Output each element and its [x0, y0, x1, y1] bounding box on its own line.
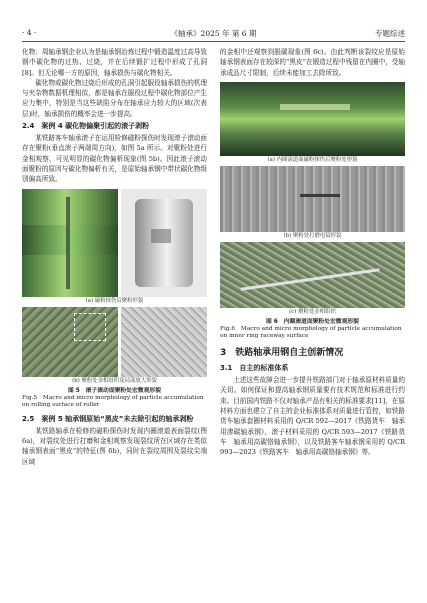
section-heading-3: 3 铁路轴承用钢自主创新情况 — [220, 348, 344, 359]
figure-5a — [22, 189, 207, 297]
right-column — [220, 47, 405, 457]
micrograph-image — [22, 307, 118, 377]
figure-5b-caption: (b) 聚粉处金相组织及局部放大形貌 — [72, 377, 157, 384]
left-column — [22, 47, 207, 467]
section-heading-3-1: 3.1 自主的标准体系 — [220, 364, 289, 373]
paragraph: 的金相中还观察到脱碳现象(图 6c)。由此判断该裂纹应是原始轴承钢表面存在较深的“黑皮”在锻造过程中残留在内圈中，受轴承成品尺寸限制，后续未能加工去除所致。 — [220, 48, 405, 77]
section-heading-2-5: 2.5 案例 5 轴承钢原始“黑皮”未去除引起的轴承剥粉 — [22, 414, 194, 423]
figure-6-title-en: Fig.6 Macro and micro morphology of particle accumulation on inner ring raceway surface — [220, 325, 402, 340]
figure-5b — [22, 307, 207, 377]
figure-6-title: 图 6 内圈滚道面聚粉处宏微观形貌 — [265, 318, 359, 325]
figure-5-title-en: Fig.5 Macro and micro morphology of particle accumulation on rolling surface of roller — [22, 394, 204, 409]
figure-6a-image — [220, 82, 405, 156]
paragraph: 上述这些故障会进一步提升铁路部门对于轴承原材料质量的关切。如何保证和提高轴承钢质量要有技术规范和标准进行约束。目前国内铁路不仅对轴承产品有相关的标准要求[11]，在原材料方面也建立了自主的企业标准体系对质量进行管控，如铁路货车轴承套圈材料采用的 Q/CR 592—2017《铁路货车 轴承用渗碳轴承钢》，滚子材料采用的 Q/CR 593—2017《铁路货车 轴承用高碳铬轴承钢》，以及铁路客车轴承钢采用的 Q/CR 993—2023《铁路客车 轴承用高碳铬轴承钢》等。 — [220, 376, 405, 457]
figure-6c-image — [220, 242, 405, 308]
micrograph-enlarged-image — [121, 307, 207, 377]
figure-5a-caption: (a) 磁粉探伤后聚粉形貌 — [85, 297, 144, 304]
page-header — [22, 28, 405, 40]
page-number: · 4 · — [22, 28, 37, 37]
figure-6c-caption: (c) 聚粉处金相组织 — [289, 308, 336, 315]
section-heading-2-4: 2.4 案例 4 碳化物偏聚引起的滚子剥粉 — [22, 122, 150, 131]
figure-6a-caption: (a) 内圈滚道面磁粉探伤后聚粉处形貌 — [267, 156, 358, 163]
paragraph: 某铁路轴承在检修的磁粉探伤时发现内圈滚道表面裂纹(图 6a)，对裂纹处进行打磨和金相观察发现裂纹所在区域存在类似轴承钢表面“黑皮”的特征(图 6b)，同时在裂纹周围及裂纹尖端区域 — [22, 426, 207, 466]
journal-title: 《轴承》2025 年 第 6 期 — [170, 29, 257, 38]
paragraph: 某铁路客车轴承滚子在运用检修磁粉探伤时发现滚子滚动面存在聚粉(垂直滚子两端周方向)，如图 5a 所示。对聚粉处进行金相观察，可见明显的碳化物偏析现象(图 5b)。因此滚子滚动面聚粉的原因与碳化物偏析有关，是原始轴承钢中带状碳化物级别偏高所致。 — [22, 134, 207, 184]
paragraph: 碳化物或碳化物过烧后形成的孔洞引起服役轴承损伤的机理与夹杂物数据机理相似，都是轴承在服役过程中碳化物部位产生应力集中，特别是当这些缺陷分布在轴承应力较大的区域(次表层)时，轴承损伤的概率会进一步提高。 — [22, 78, 207, 118]
paragraph: 化物；周轴承钢企业认为是轴承钢冶炼过程中锻造温度过高导致钢中碳化物的过热、过烧，并在后续锻扩过程中形成了孔洞[8]。但无论哪一方的原因，轴承损伤与碳化物相关。 — [22, 48, 207, 77]
header-rule — [22, 41, 405, 42]
roller-photo-image — [22, 189, 118, 297]
roller-sample-image — [121, 189, 207, 297]
figure-6b-image — [220, 166, 405, 232]
section-name: 专题综述 — [375, 29, 405, 38]
figure-5-title: 图 5 滚子滚动面聚粉处宏微观形貌 — [67, 387, 161, 394]
figure-6b-caption: (b) 聚粉处打磨电镜形貌 — [283, 232, 342, 239]
